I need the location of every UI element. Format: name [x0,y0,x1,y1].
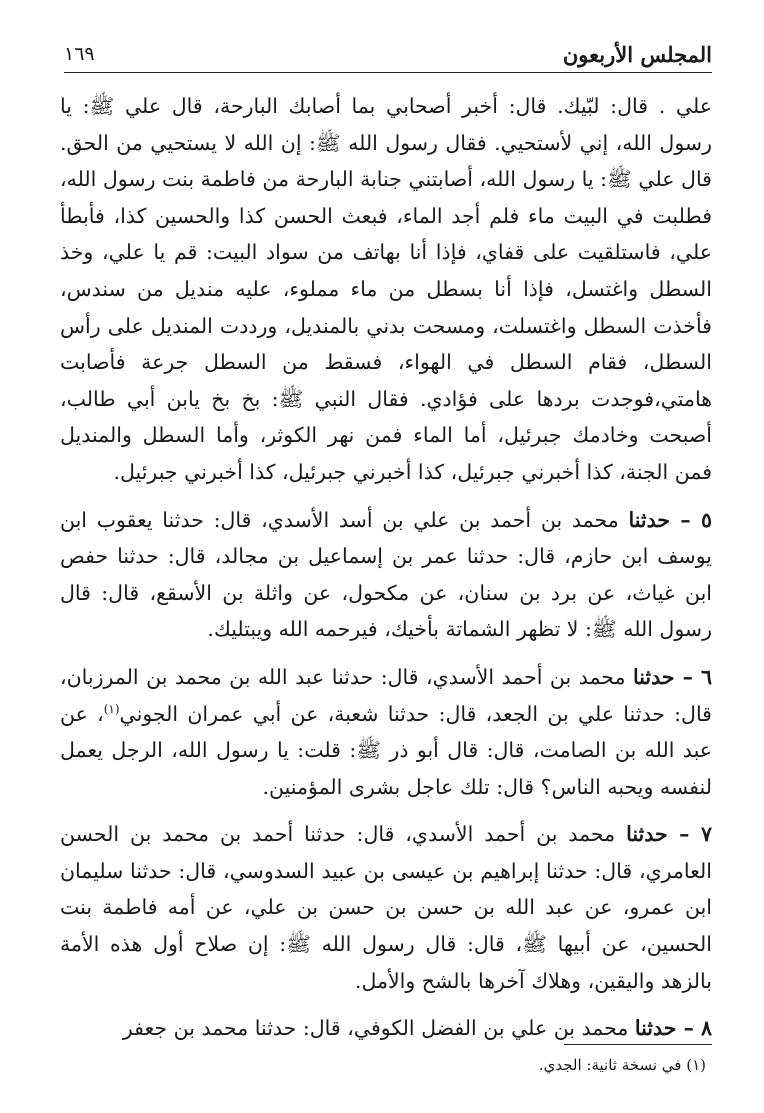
hadith-text: محمد بن أحمد الأسدي، قال: حدثنا أحمد بن محمد بن الحسن العامري، قال: حدثنا إبراهيم بن عيسى بن عبيد السدوسي، قال: حدثنا سليمان ابن عمرو، عن عبد الله بن حسن بن حسن بن علي، عن أمه فاطمة بنت الحسين، عن أبيها ﷺ، قال: قال رسول الله ﷺ: إن صلاح أول هذه الأمة بالزهد واليقين، وهلاك آخرها بالشح والأمل. [60,822,712,993]
hadith-text: محمد بن علي بن الفضل الكوفي، قال: حدثنا محمد بن جعفر [122,1016,629,1041]
hadith-lead: ٨ – حدثنا [634,1016,712,1041]
hadith-lead: ٧ – حدثنا [626,822,712,847]
hadith-text-continued: ، عن عبد الله بن الصامت، قال: قال أبو ذر ﷺ: قلت: يا رسول الله، الرجل يعمل لنفسه ويحبه الناس؟ قال: تلك عاجل بشرى المؤمنين. [60,701,712,799]
running-header [64,36,712,73]
chapter-title: المجلس الأربعون [562,41,712,67]
page-number: ١٦٩ [64,43,95,65]
main-text [60,88,712,1047]
footnote-reference[interactable]: (١) [103,701,120,716]
paragraph-continuation [60,88,712,491]
hadith-6 [60,659,712,805]
hadith-5 [60,502,712,648]
paragraph-text: علي . قال: لبّيك. قال: أخبر أصحابي بما أصابك البارحة، قال علي ﷺ: يا رسول الله، إني لأستحيي. فقال رسول الله ﷺ: إن الله لا يستحيي من الحق. قال علي ﷺ: يا رسول الله، أصابتني جنابة البارحة من فاطمة بنت رسول الله، فطلبت في البيت ماء فلم أجد الماء، فبعث الحسن كذا والحسين كذا، فأبطأ علي، فاستلقيت على قفاي، فإذا أنا بهاتف من سواد البيت: قم يا علي، وخذ السطل واغتسل، فإذا أنا بسطل من ماء مملوء، عليه منديل من سندس، فأخذت السطل واغتسلت، ومسحت بدني بالمنديل، ورددت المنديل على رأس السطل، فقام السطل في الهواء، فسقط من السطل جرعة فأصابت هامتي،فوجدت بردها على فؤادي. فقال النبي ﷺ: بخ بخ يابن أبي طالب، أصبحت وخادمك جبرئيل، أما الماء فمن نهر الكوثر، وأما السطل والمنديل فمن الجنة، كذا أخبرني جبرئيل، كذا أخبرني جبرئيل، كذا أخبرني جبرئيل. [60,94,712,484]
hadith-text: محمد بن أحمد بن علي بن أسد الأسدي، قال: حدثنا يعقوب ابن يوسف ابن حازم، قال: حدثنا عمر بن إسماعيل بن مجالد، قال: حدثنا حفص ابن غياث، عن برد بن سنان، عن مكحول، عن واثلة بن الأسقع، قال: قال رسول الله ﷺ: لا تظهر الشماتة بأخيك، فيرحمه الله ويبتليك. [60,507,712,642]
hadith-8 [60,1010,712,1047]
footnote: (١) في نسخة ثانية: الجدي. [538,1056,706,1074]
hadith-lead: ٥ – حدثنا [628,507,712,532]
hadith-lead: ٦ – حدثنا [633,664,712,689]
hadith-7 [60,816,712,999]
hadith-text: محمد بن أحمد الأسدي، قال: حدثنا عبد الله بن محمد بن المرزبان، قال: حدثنا علي بن الجعد، قال: حدثنا شعبة، عن أبي عمران الجوني [60,664,712,726]
footnote-divider [564,1044,712,1045]
